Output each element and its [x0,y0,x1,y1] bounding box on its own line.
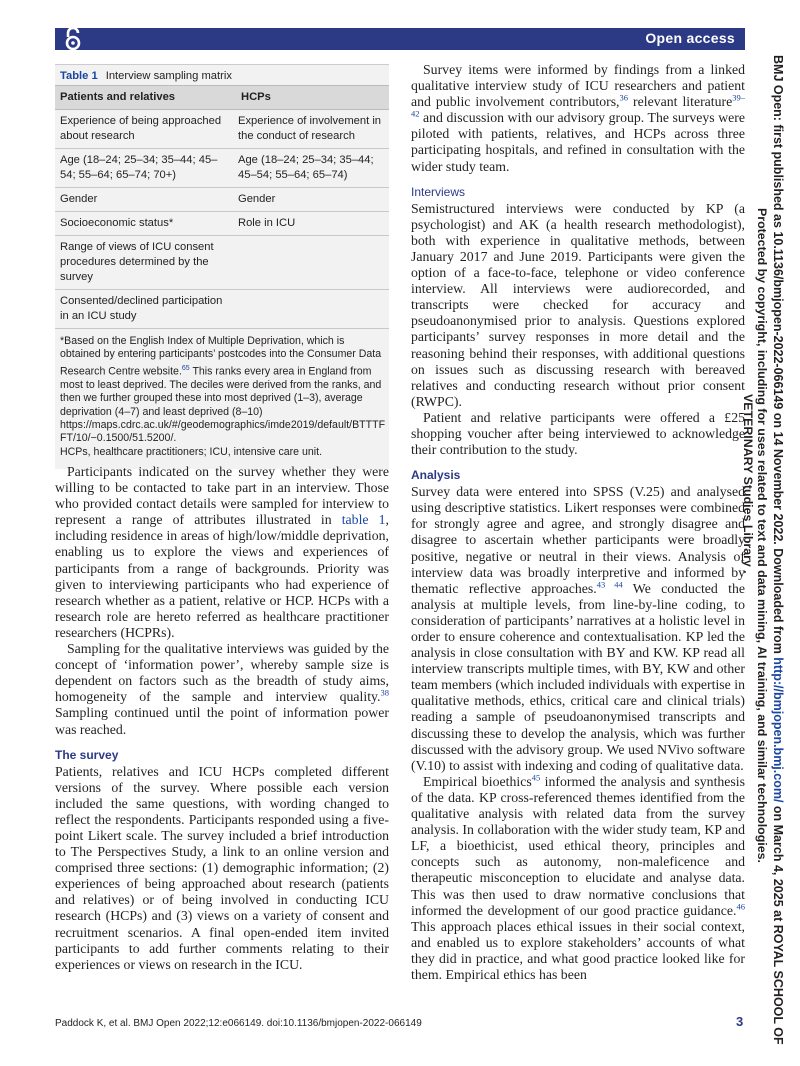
table-1-link[interactable]: table 1 [341,512,386,528]
side-copyright-line: Protected by copyright, including for uses related to text and data mining, AI training, and similar technologies. [755,208,769,863]
left-column [55,464,389,973]
table-cell: Gender [238,193,276,205]
banner-label: Open access [645,30,735,46]
side-citation-line [771,55,785,1045]
table-footnote [55,329,389,469]
table-row [55,188,389,212]
table-number: Table 1 [60,70,98,82]
table-1 [55,64,389,469]
table-row [55,110,389,149]
text-run: , including residence in areas of high/low/middle deprivation, enabling us to explore the views and experiences of participants from a range of backgrounds. Priority was given to interviewing participants who had experience of research whether as a patient, relative or HCP. HCPs with a research role are hereto referred as healthcare practitioner researchers (HCPRs). [55,512,389,640]
table-cell: Socioeconomic status* [60,217,174,229]
text-run: This approach places ethical issues in their social context, and enabled us to explore stakeholders’ accounts of what they did in practice, and what good practice looked like for them. Empirical ethics has been [411,918,745,982]
text-run: relevant literature [628,94,733,110]
paragraph: Patient and relative participants were offered a £25 shopping voucher after being interviewed to acknowledge their contribution to the study. [411,409,745,458]
table-cell: Age (18–24; 25–34; 35–44; 45–54; 55–64; 65–74; 70+) [60,154,218,181]
table-header-cell: HCPs [241,91,271,103]
footer-citation: Paddock K, et al. BMJ Open 2022;12:e066149. doi:10.1136/bmjopen-2022-066149 [55,1018,422,1029]
text-run: informed the analysis and synthesis of the data. KP cross-referenced themes identified from the qualitative analysis with related data from the survey analysis. In collaboration with the wider study team, KP and LF, a bioethicist, used ethical theory, principles and concepts such as autonomy, non-maleficence and therapeutic misconception to elucidate and analyse data. This was then used to draw normative conclusions that informed the development of our good practice guidance. [411,773,745,918]
text-run: and discussion with our advisory group. The surveys were piloted with patients, relatives, and HCPs across three participating hospitals, and refined in consultation with the wider study team. [411,110,745,174]
paragraph: Semistructured interviews were conducted by KP (a psychologist) and AK (a health research methodologist), both with experience in qualitative methods, between January 2017 and June 2019. Participants were given the option of a face-to-face, telephone or video conference interview. All interviews were audiorecorded, and transcripts were checked for accuracy and pseudoanonymised prior to analysis. Questions explored participants’ survey responses in more detail and the reasoning behind their responses, with additional questions on issues such as discussing research with bereaved relatives and conducting research without prior consent (RWPC). [411,200,745,409]
page-number: 3 [736,1014,744,1029]
reference-link[interactable]: 46 [736,901,745,911]
table-cell: Experience of being approached about research [60,115,222,142]
text-run: Sampling continued until the point of information power was reached. [55,705,389,737]
bmjopen-link[interactable]: http://bmjopen.bmj.com/ [771,657,785,803]
section-heading-survey: The survey [55,747,119,762]
paragraph [411,62,745,175]
reference-link[interactable]: 38 [380,687,389,698]
text-run: Participants indicated on the survey whether they were willing to be contacted to take part in an interview. Those who provided contact details were sampled for interview to represent a range of attributes illustrated in [55,464,389,528]
table-cell: Range of views of ICU consent procedures determined by the survey [60,241,214,283]
table-cell: Gender [60,193,98,205]
table-cell: Role in ICU [238,217,296,229]
footnote-ref[interactable]: 65 [181,364,190,372]
table-title: Interview sampling matrix [105,70,232,82]
table-cell: Experience of involvement in the conduct of research [238,115,382,142]
table-row [55,236,389,290]
paragraph [411,484,745,774]
text-run: Survey data were entered into SPSS (V.25) and analysed using descriptive statistics. Likert responses were combined for strongly agree and agree, and strongly disagree and disagree to ascertain whether participants were broadly positive, negative or neutral in their views. Analysis of interview data was broadly interpretive and informed by thematic reflective approaches. [411,484,745,596]
reference-link[interactable]: 45 [531,772,541,783]
paragraph [411,774,745,983]
table-header-cell: Patients and relatives [60,91,176,103]
table-cell: Age (18–24; 25–34; 35–44; 45–54; 55–64; 65–74) [238,154,374,181]
open-access-icon [63,26,83,52]
paragraph: Patients, relatives and ICU HCPs completed different versions of the survey. Where possible each version included the same questions, with wording changed to reflect the respondents. Participants responded using a five-point Likert scale. The survey included a brief introduction to The Perspectives Study, a link to an online version and comprised three sections: (1) demographic information; (2) experiences of being approached about research (patients and relatives) or of being involved in conducting ICU research (HCPs) and (3) views on a variety of consent and recruitment scenarios. A final open-ended item invited participants to add further comments relating to their experiences or views on research in the ICU. [55,763,389,972]
table-row [55,149,389,188]
table-caption [55,64,389,85]
table-cell [236,236,389,289]
reference-link[interactable]: 39–42 [411,92,745,119]
footnote-abbreviations: HCPs, healthcare practitioners; ICU, intensive care unit. [60,445,323,458]
footnote-text-a: *Based on the English Index of Multiple Deprivation, which is obtained by entering participants’ postcodes into the Consumer Data Research Centre website. [60,335,382,378]
side-library-line: VETERINARY Studies Library . [741,394,755,574]
text-run: Empirical bioethics [423,773,532,789]
table-row [55,212,389,236]
text-run: We conducted the analysis at multiple levels, from line-by-line coding, to consideration of participants’ narratives at a holistic level in order to ensure coherence and contextualisation. KP led the analysis in close consultation with BY and KW. KP read all interview transcripts multiple times, with BY, KW and other team members (which included individuals with expertise in qualitative methods, ethics, critical care and clinical trials) reading a sample of pseudoanonymised transcripts and discussing these to develop the analysis, which was further discussed with the advisory group. We used NVivo software (V.10) to assist with indexing and coding of qualitative data. [411,580,746,773]
text-run: Sampling for the qualitative interviews was guided by the concept of ‘information power’, whereby sample size is dependent on factors such as the breadth of study aims, homogeneity of the sample and interview quality. [55,641,389,705]
side-line1-b: on March 4, 2025 at ROYAL SCHOOL OF [771,802,785,1045]
table-header-row [55,85,389,110]
side-line1-a: BMJ Open: first published as 10.1136/bmjopen-2022-066149 on 14 November 2022. Downloaded from [771,55,785,658]
footnote-text-b: This ranks every area in England from most to least deprived. The deciles were derived from the ranks, and then we further grouped these into most deprived (1–3), average deprivation (4–7) and least deprived (8–10) https://maps.cdrc.ac.uk/#/geodemographics/imde2019/default/BTTTF FT/10/−0.1500/51.5200/. [60,365,386,445]
right-column [411,62,745,983]
table-cell: Consented/declined participation in an ICU study [60,295,223,322]
paragraph [55,464,389,641]
reference-link[interactable]: 43 44 [596,579,623,590]
text-run: Survey items were informed by findings from a linked qualitative interview study of ICU researchers and patient and public involvement contributors, [411,62,745,110]
table-row [55,290,389,329]
open-access-banner [55,28,745,50]
paragraph [55,641,389,738]
table-cell [236,290,389,328]
reference-link[interactable]: 36 [619,92,629,103]
section-heading-analysis: Analysis [411,468,461,483]
section-heading-interviews: Interviews [411,184,466,199]
